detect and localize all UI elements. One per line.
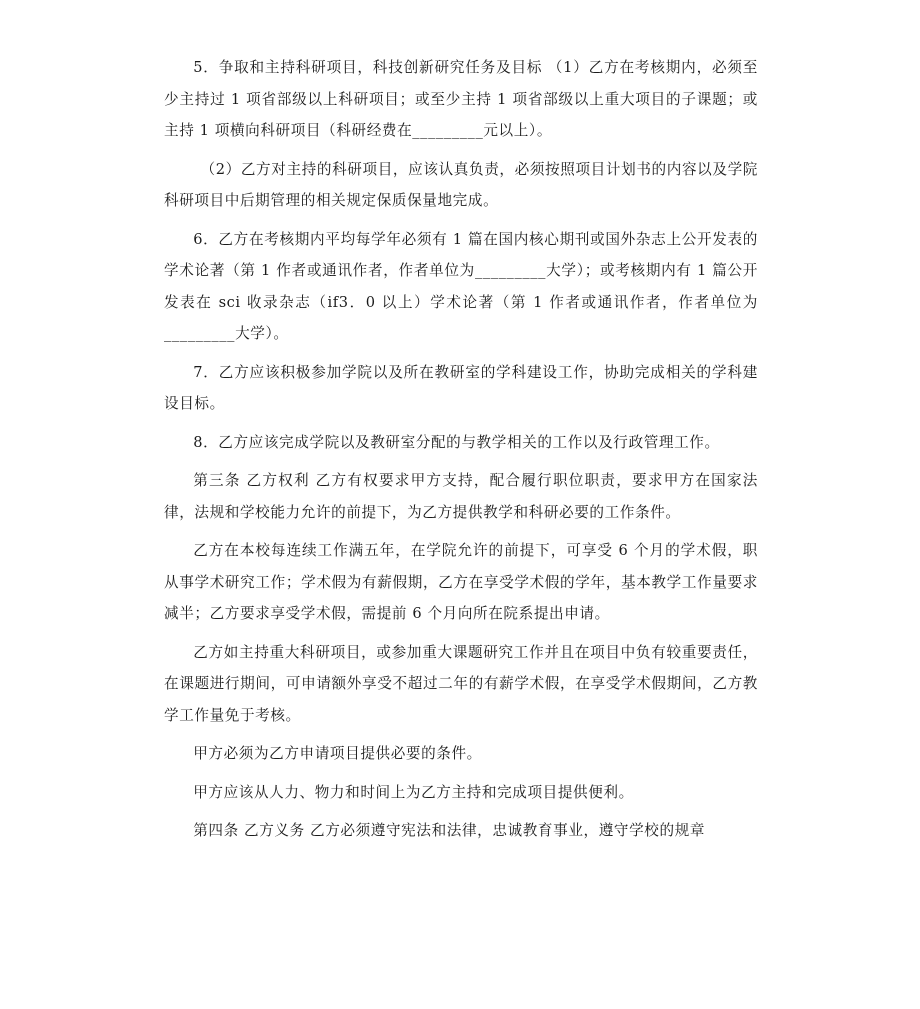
paragraph-item-7: 7．乙方应该积极参加学院以及所在教研室的学科建设工作，协助完成相关的学科建设目标。 [164, 363, 758, 412]
paragraph-item-5: 5．争取和主持科研项目，科技创新研究任务及目标 （1）乙方在考核期内，必须至少主持过 1 项省部级以上科研项目；或至少主持 1 项省部级以上重大项目的子课题；或主持 1 项横向科研项目（科研经费在_________元以上）。 [164, 59, 758, 139]
paragraph-major-project: 乙方如主持重大科研项目，或参加重大课题研究工作并且在项目中负有较重要责任，在课题进行期间，可申请额外享受不超过二年的有薪学术假，在享受学术假期间，乙方教学工作量免于考核。 [164, 643, 758, 724]
paragraph-sabbatical: 乙方在本校每连续工作满五年，在学院允许的前提下，可享受 6 个月的学术假，职从事学术研究工作；学术假为有薪假期，乙方在享受学术假的学年，基本教学工作量要求减半；乙方要求享受学术假，需提前 6 个月向所在院系提出申请。 [164, 542, 758, 622]
paragraph-article-4: 第四条 乙方义务 乙方必须遵守宪法和法律，忠诚教育事业，遵守学校的规章 [193, 822, 706, 839]
paragraph-item-5-sub-2: （2）乙方对主持的科研项目，应该认真负责，必须按照项目计划书的内容以及学院科研项目中后期管理的相关规定保质保量地完成。 [164, 160, 758, 209]
document-page [164, 52, 758, 854]
paragraph-item-6: 6．乙方在考核期内平均每学年必须有 1 篇在国内核心期刊或国外杂志上公开发表的学术论著（第 1 作者或通讯作者，作者单位为_________大学）；或考核期内有 1 篇公开发表在 sci 收录杂志（if3．0 以上）学术论著（第 1 作者或通讯作者，作者单位为_________大学）。 [164, 230, 758, 342]
paragraph-item-8: 8．乙方应该完成学院以及教研室分配的与教学相关的工作以及行政管理工作。 [193, 433, 720, 451]
paragraph-party-a-convenience: 甲方应该从人力、物力和时间上为乙方主持和完成项目提供便利。 [193, 783, 634, 801]
paragraph-party-a-conditions: 甲方必须为乙方申请项目提供必要的条件。 [193, 745, 482, 762]
paragraph-article-3: 第三条 乙方权利 乙方有权要求甲方支持，配合履行职位职责，要求甲方在国家法律，法规和学校能力允许的前提下，为乙方提供教学和科研必要的工作条件。 [164, 472, 758, 521]
